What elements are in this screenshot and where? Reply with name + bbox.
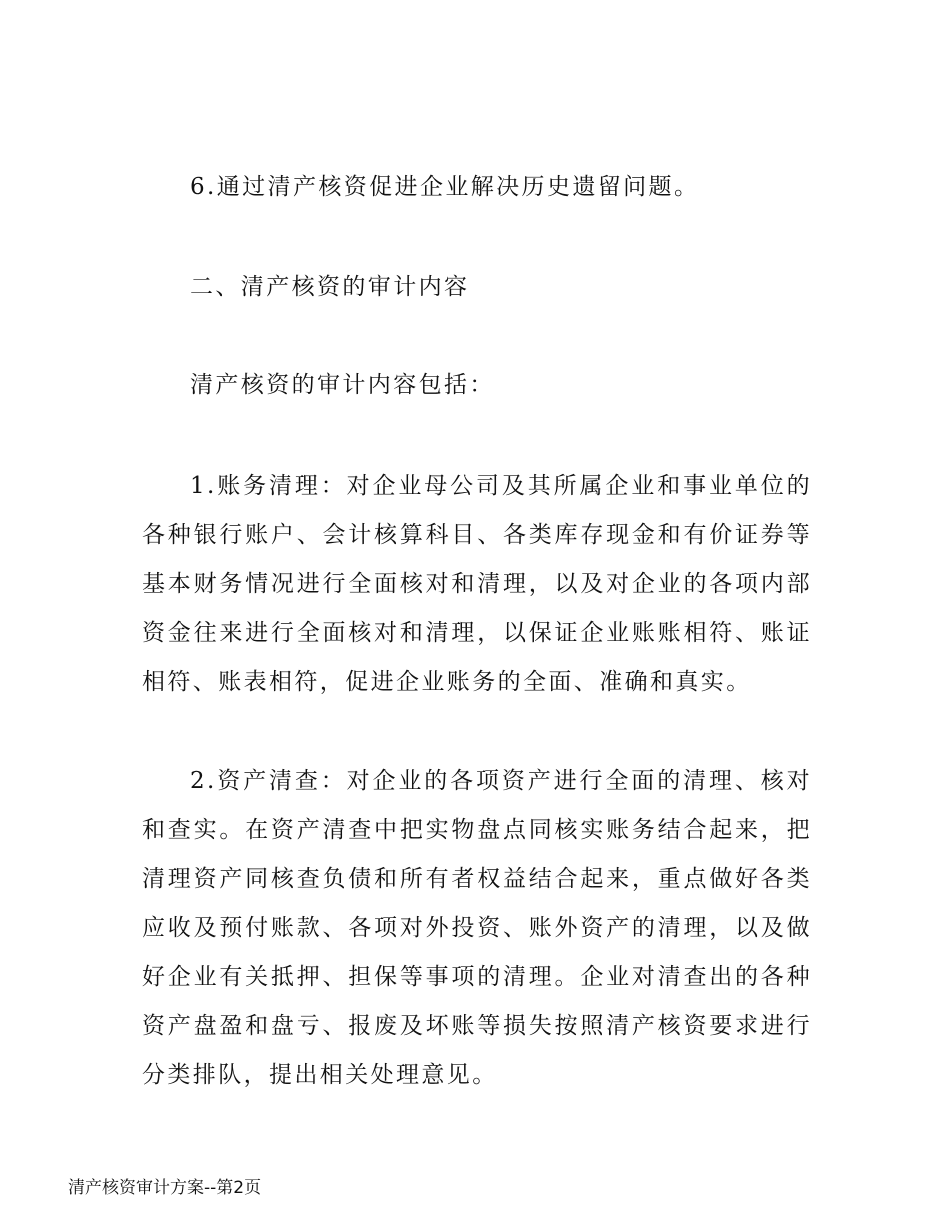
paragraph-account-clearing: 1.账务清理：对企业母公司及其所属企业和事业单位的各种银行账户、会计核算科目、各类库存现金和有价证券等基本财务情况进行全面核对和清理，以及对企业的各项内部资金往来进行全面核对和清理，以保证企业账账相符、账证相符、账表相符，促进企业账务的全面、准确和真实。 bbox=[142, 473, 812, 695]
section-heading-audit-content: 二、清产核资的审计内容 bbox=[190, 274, 470, 300]
page-footer: 清产核资审计方案--第2页 bbox=[68, 1178, 262, 1198]
paragraph-history-issues: 6.通过清产核资促进企业解决历史遗留问题。 bbox=[190, 174, 700, 200]
paragraph-asset-inventory: 2.资产清查：对企业的各项资产进行全面的清理、核对和查实。在资产清查中把实物盘点同核实账务结合起来，把清理资产同核查负债和所有者权益结合起来，重点做好各类应收及预付账款、各项对外投资、账外资产的清理，以及做好企业有关抵押、担保等事项的清理。企业对清查出的各种资产盘盈和盘亏、报废及坏账等损失按照清产核资要求进行分类排队，提出相关处理意见。 bbox=[142, 768, 812, 1088]
paragraph-audit-content-intro: 清产核资的审计内容包括： bbox=[190, 372, 495, 398]
